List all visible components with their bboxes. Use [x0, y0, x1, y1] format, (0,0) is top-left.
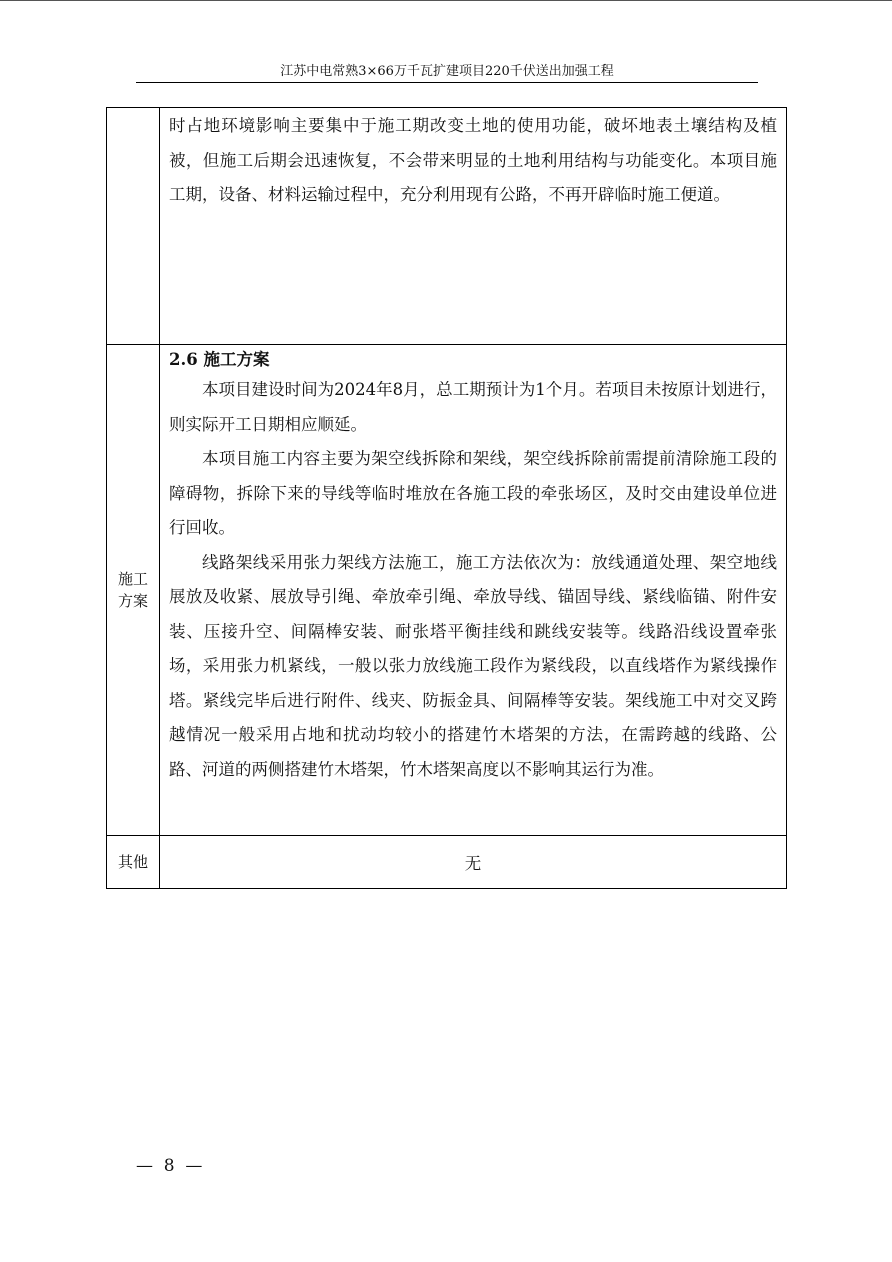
row-label-other: 其他	[107, 836, 160, 889]
row-label-empty	[107, 108, 160, 345]
plan-paragraph-schedule: 本项目建设时间为2024年8月，总工期预计为1个月。若项目未按原计划进行，则实际开工日期相应顺延。	[169, 380, 777, 434]
land-use-paragraph: 时占地环境影响主要集中于施工期改变土地的使用功能，破坏地表土壤结构及植被，但施工后期会迅速恢复，不会带来明显的土地利用结构与功能变化。本项目施工期，设备、材料运输过程中，充分利用现有公路，不再开辟临时施工便道。	[169, 116, 777, 204]
row-label-construction-plan	[107, 345, 160, 836]
header-rule	[136, 82, 758, 83]
page-header-title: 江苏中电常熟3×66万千瓦扩建项目220千伏送出加强工程	[280, 64, 614, 79]
construction-plan-cell	[160, 345, 787, 836]
plan-paragraph-content: 本项目施工内容主要为架空线拆除和架线，架空线拆除前需提前清除施工段的障碍物，拆除下来的导线等临时堆放在各施工段的牵张场区，及时交由建设单位进行回收。	[169, 449, 777, 537]
label-line-1: 施工	[117, 570, 148, 588]
land-use-cell	[160, 108, 787, 345]
page-number: — 8 —	[136, 1156, 203, 1176]
label-line-2: 方案	[117, 592, 148, 610]
content-table	[106, 107, 787, 889]
top-border-line	[0, 0, 892, 1]
plan-paragraph-method: 线路架线采用张力架线方法施工，施工方法依次为：放线通道处理、架空地线展放及收紧、展放导引绳、牵放牵引绳、牵放导线、锚固导线、紧线临锚、附件安装、压接升空、间隔棒安装、耐张塔平衡挂线和跳线安装等。线路沿线设置牵张场，采用张力机紧线，一般以张力放线施工段作为紧线段，以直线塔作为紧线操作塔。紧线完毕后进行附件、线夹、防振金具、间隔棒等安装。架线施工中对交叉跨越情况一般采用占地和扰动均较小的搭建竹木塔架的方法，在需跨越的线路、公路、河道的两侧搭建竹木塔架，竹木塔架高度以不影响其运行为准。	[169, 552, 777, 779]
table-row-other	[107, 836, 787, 889]
other-value: 无	[160, 836, 787, 889]
section-title: 2.6 施工方案	[169, 350, 270, 369]
table-row-land-use	[107, 108, 787, 345]
table-row-construction-plan	[107, 345, 787, 836]
